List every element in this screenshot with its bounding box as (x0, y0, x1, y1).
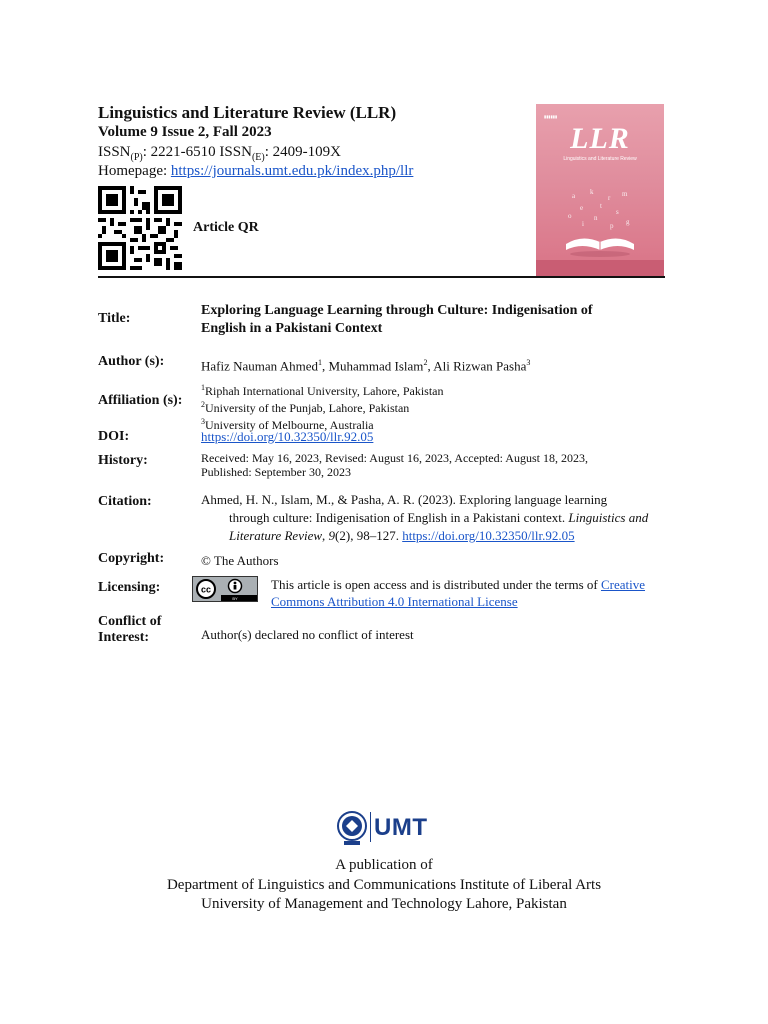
umt-logo-text: UMT (374, 814, 428, 841)
umt-seal-icon (336, 810, 368, 846)
volume-issue: Volume 9 Issue 2, Fall 2023 (98, 124, 272, 140)
authors-list (201, 355, 641, 374)
affiliations-label: Affiliation (s): (98, 393, 183, 408)
article-qr-code-icon (98, 186, 182, 270)
doi-label: DOI: (98, 429, 130, 444)
citation-text (201, 491, 649, 545)
svg-text:s: s (616, 208, 619, 216)
author-sep: , (321, 358, 329, 374)
history-label: History: (98, 453, 148, 468)
doi-link[interactable]: https://doi.org/10.32350/llr.92.05 (201, 429, 374, 444)
issn-print-sub: (P) (130, 152, 143, 163)
cc-license-link[interactable]: Creative Commons Attribution 4.0 International License (271, 577, 646, 609)
open-book-icon (560, 188, 640, 258)
publication-line2: Department of Linguistics and Communications Institute of Liberal Arts (166, 877, 602, 893)
author-sup: 2 (423, 358, 428, 367)
citation-plain: Ahmed, H. N., Islam, M., & Pasha, A. R. (2023). Exploring language learning through culture: Indigenisation of English in a Pakistani context. (201, 492, 608, 525)
title-label: Title: (98, 311, 131, 326)
authors-label: Author (s): (98, 354, 165, 369)
article-qr-label: Article QR (193, 220, 259, 235)
affiliation-item (201, 381, 641, 398)
umt-logo-divider (370, 812, 371, 842)
issn-electronic-sub: (E) (251, 152, 265, 163)
citation-pages: (2), 98–127. (335, 528, 403, 543)
citation-journal: Linguistics and Literature Review (229, 510, 649, 543)
affiliation-text: University of Melbourne, Australia (205, 418, 374, 432)
affiliation-sup: 3 (201, 417, 205, 426)
cover-subtitle: Linguistics and Literature Review (563, 156, 637, 162)
issn-electronic-value: : 2409-109X (264, 144, 341, 160)
homepage-link[interactable]: https://journals.umt.edu.pk/index.php/llr (170, 163, 414, 179)
conflict-value: Author(s) declared no conflict of interest (201, 627, 414, 642)
copyright-label: Copyright: (98, 551, 165, 566)
citation-comma: , (322, 528, 329, 543)
svg-text:i: i (582, 220, 584, 228)
affiliation-sup: 2 (201, 400, 205, 409)
affiliations-list (201, 381, 641, 432)
conflict-label-line2: Interest: (98, 630, 150, 645)
copyright-value: © The Authors (201, 553, 279, 568)
cover-bottom-band (536, 260, 664, 276)
author-sep: , (427, 358, 434, 374)
svg-text:e: e (580, 204, 584, 212)
svg-text:BY: BY (232, 596, 238, 601)
issn-line (98, 144, 341, 163)
svg-text:cc: cc (200, 584, 212, 595)
conflict-label-line1: Conflict of (98, 614, 162, 629)
licensing-label: Licensing: (98, 580, 161, 595)
svg-text:o: o (568, 212, 572, 220)
publication-line3: University of Management and Technology Lahore, Pakistan (201, 896, 567, 912)
publication-line1: A publication of (335, 857, 433, 873)
history-value: Received: May 16, 2023, Revised: August 16, 2023, Accepted: August 18, 2023, Published: September 30, 2023 (201, 451, 588, 479)
author-name: Hafiz Nauman Ahmed (201, 358, 318, 374)
cover-logo: LLR (570, 122, 630, 155)
author-sup: 1 (317, 358, 322, 367)
cover-top-band: ▮▮▮▮▮▮ (544, 114, 558, 119)
author-name: Ali Rizwan Pasha (433, 358, 527, 374)
svg-text:n: n (594, 214, 598, 222)
homepage-line (98, 163, 413, 180)
article-title: Exploring Language Learning through Culture: Indigenisation of English in a Pakistani Context (201, 303, 593, 336)
affiliation-text: University of the Punjab, Lahore, Pakistan (205, 401, 410, 415)
author-sup: 3 (526, 358, 531, 367)
svg-text:t: t (600, 202, 602, 210)
issn-print-value: : 2221-6510 ISSN (142, 144, 252, 160)
author-name: Muhammad Islam (328, 358, 424, 374)
affiliation-text: Riphah International University, Lahore, Pakistan (205, 384, 444, 398)
citation-doi-link[interactable]: https://doi.org/10.32350/llr.92.05 (402, 528, 575, 543)
svg-text:p: p (610, 222, 614, 230)
svg-text:a: a (572, 192, 576, 200)
cc-by-license-icon[interactable] (192, 576, 258, 602)
svg-text:r: r (608, 194, 611, 202)
affiliation-item (201, 398, 641, 415)
citation-label: Citation: (98, 494, 152, 509)
issn-print-label: ISSN (98, 144, 131, 160)
journal-title: Linguistics and Literature Review (LLR) (98, 103, 397, 122)
citation-volume: 9 (328, 528, 336, 543)
homepage-label: Homepage: (98, 163, 171, 179)
header-divider (98, 276, 665, 278)
svg-text:m: m (622, 190, 628, 198)
licensing-text (271, 576, 651, 610)
svg-text:k: k (590, 188, 594, 196)
affiliation-sup: 1 (201, 383, 205, 392)
licensing-plain: This article is open access and is distributed under the terms of (271, 577, 601, 592)
journal-cover-image (536, 104, 664, 276)
svg-text:g: g (626, 218, 630, 226)
